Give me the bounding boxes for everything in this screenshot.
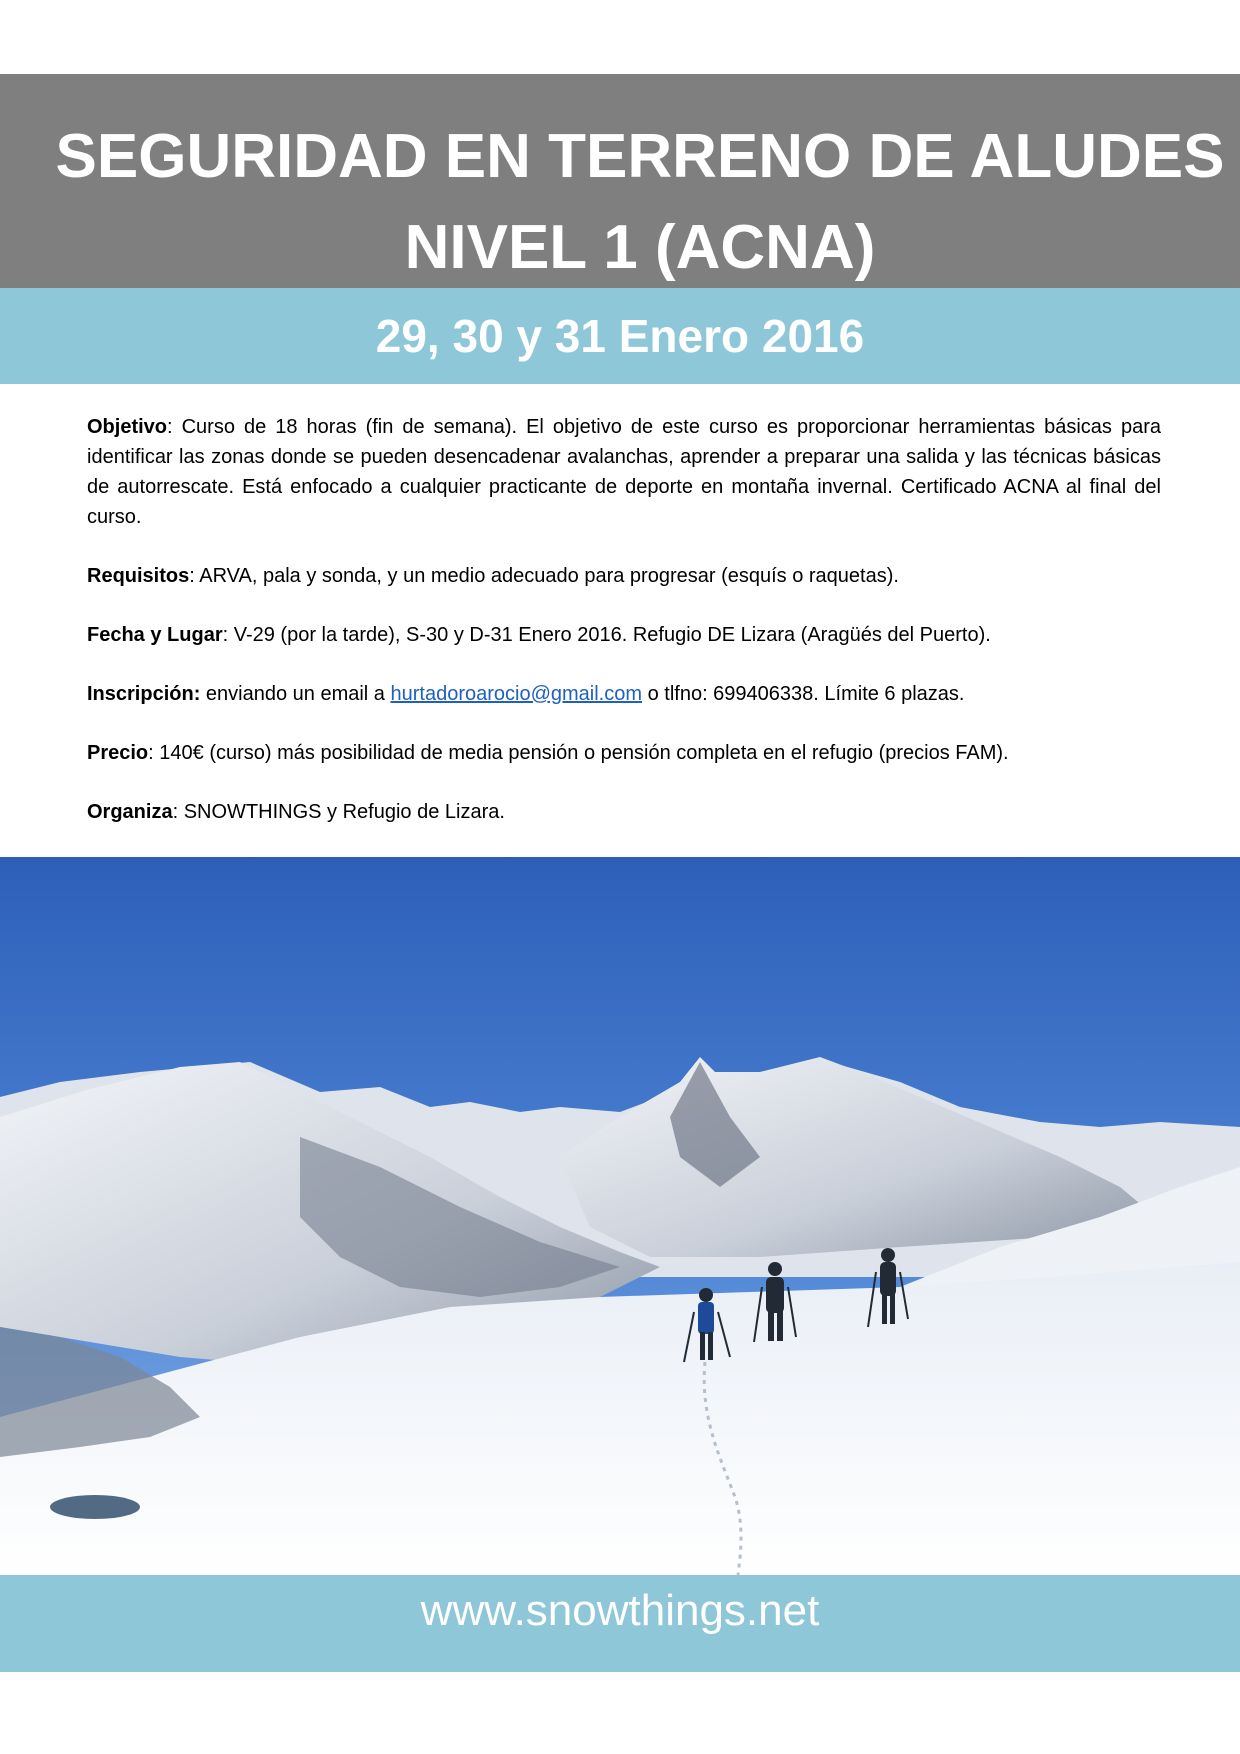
requisitos-paragraph bbox=[87, 561, 1161, 591]
lake bbox=[50, 1495, 140, 1519]
date-banner bbox=[0, 288, 1240, 384]
objetivo-text: : Curso de 18 horas (fin de semana). El objetivo de este curso es proporcionar herramientas básicas para identificar las zonas donde se pueden desencadenar avalanchas, aprender a preparar una salida y las técnicas básicas de autorrescate. Está enfocado a cualquier practicante de deporte en montaña invernal. Certificado ACNA al final del curso. bbox=[87, 416, 1161, 528]
fecha-lugar-label: Fecha y Lugar bbox=[87, 624, 223, 646]
course-info bbox=[87, 412, 1161, 856]
website-url[interactable]: www.snowthings.net bbox=[420, 1586, 820, 1635]
objetivo-label: Objetivo bbox=[87, 416, 168, 438]
inscripcion-paragraph bbox=[87, 679, 1161, 709]
mountain-photo bbox=[0, 857, 1240, 1575]
website-banner bbox=[0, 1575, 1240, 1672]
requisitos-text: : ARVA, pala y sonda, y un medio adecuado para progresar (esquís o raquetas). bbox=[189, 565, 899, 587]
title-banner bbox=[0, 74, 1240, 288]
page-title-line1: SEGURIDAD EN TERRENO DE ALUDES bbox=[55, 122, 1225, 191]
organiza-label: Organiza bbox=[87, 801, 173, 823]
inscripcion-text-after: o tlfno: 699406338. Límite 6 plazas. bbox=[642, 683, 965, 705]
precio-text: : 140€ (curso) más posibilidad de media pensión o pensión completa en el refugio (precios FAM). bbox=[148, 742, 1009, 764]
organiza-text: : SNOWTHINGS y Refugio de Lizara. bbox=[172, 801, 505, 823]
inscripcion-text-before: enviando un email a bbox=[200, 683, 391, 705]
objetivo-paragraph bbox=[87, 412, 1161, 532]
email-link[interactable]: hurtadoroarocio@gmail.com bbox=[390, 683, 643, 705]
fecha-lugar-text: : V-29 (por la tarde), S-30 y D-31 Enero 2016. Refugio DE Lizara (Aragüés del Puerto). bbox=[222, 624, 991, 646]
precio-paragraph bbox=[87, 738, 1161, 768]
page-title-line2: NIVEL 1 (ACNA) bbox=[404, 213, 876, 282]
precio-label: Precio bbox=[87, 742, 149, 764]
requisitos-label: Requisitos bbox=[87, 565, 190, 587]
inscripcion-label: Inscripción: bbox=[87, 683, 201, 705]
course-dates: 29, 30 y 31 Enero 2016 bbox=[375, 310, 865, 362]
fecha-lugar-paragraph bbox=[87, 620, 1161, 650]
organiza-paragraph bbox=[87, 797, 1161, 827]
